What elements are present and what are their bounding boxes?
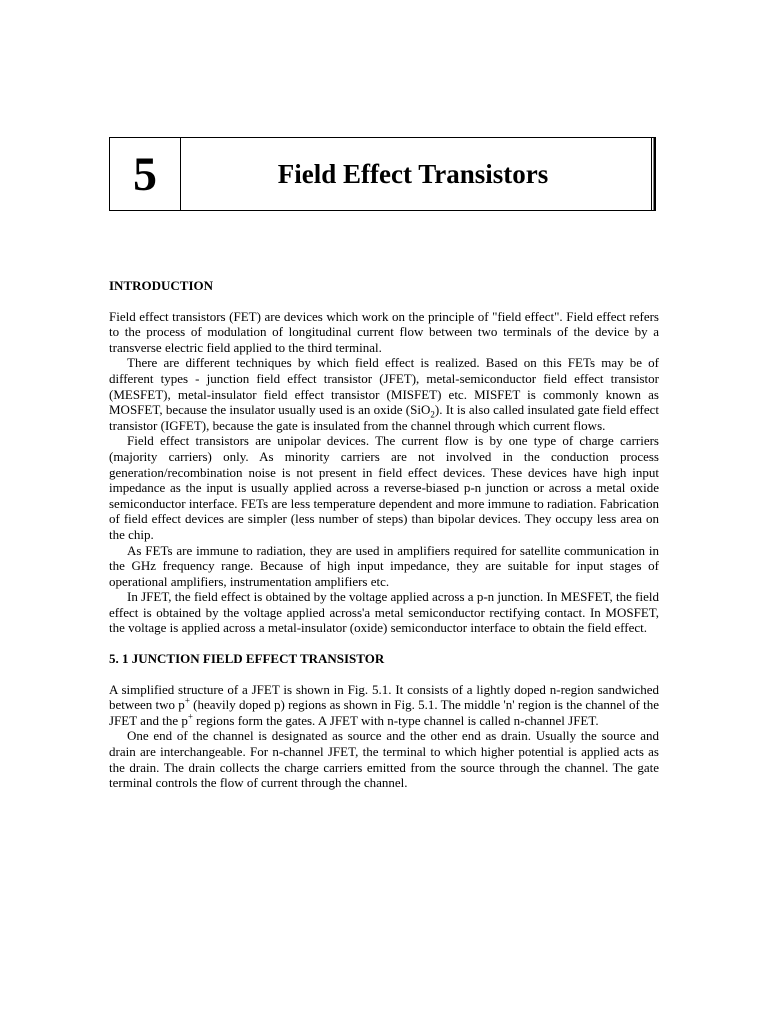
s51-p1-text-c: regions form the gates. A JFET with n-type channel is called n-channel JFET. bbox=[192, 712, 599, 728]
s51-p1-text-a: A simplified structure of a JFET is shown in Fig. 5.1. It consists of a lightly doped n-region sandwiched between two p bbox=[109, 681, 659, 713]
intro-heading: INTRODUCTION bbox=[109, 278, 214, 293]
intro-paragraph-4: As FETs are immune to radiation, they are used in amplifiers required for satellite communication in the GHz frequency range. Because of high input impedance, they are suitable for input stages of operational amplifiers, instrumentation amplifiers etc. bbox=[109, 542, 659, 589]
intro-paragraph-5: In JFET, the field effect is obtained by the voltage applied across a p-n junction. In MESFET, the field effect is obtained by the voltage applied across'a metal semiconductor rectifying contact. In MOSFET, the voltage is applied across a metal-insulator (oxide) semiconductor interface to obtain the field effect. bbox=[109, 589, 659, 636]
intro-paragraph-2 bbox=[109, 355, 659, 433]
superscript-plus: + bbox=[184, 695, 190, 706]
section-5-1-paragraph-2: One end of the channel is designated as source and the other end as drain. Usually the source and drain are interchangeable. For n-channel JFET, the terminal to which higher potential is applied acts as the drain. The drain collects the charge carriers emitted from the source through the channel. The gate terminal controls the flow of current through the channel. bbox=[109, 728, 659, 791]
subscript-2: 2 bbox=[430, 409, 435, 420]
intro-paragraph-3: Field effect transistors are unipolar devices. The current flow is by one type of charge carriers (majority carriers) only. As minority carriers are not involved in the conduction process generation/recombination noise is not present in field effect devices. These devices have high input impedance as the input is usually applied across a reverse-biased p-n junction or across a metal oxide semiconductor interface. FETs are less temperature dependent and more immune to radiation. Fabrication of field effect devices are simpler (less number of steps) than bipolar devices. They occupy less area on the chip. bbox=[109, 433, 659, 542]
chapter-number: 5 bbox=[110, 138, 181, 210]
intro-p2-text-a: There are different techniques by which field effect is realized. Based on this FETs may be of different types - junction field effect transistor (JFET), metal-semiconductor field effect transistor (MESFET), metal-insulator field effect transistor (MISFET) etc. MISFET is commonly known as MOSFET, because the insulator usually used is an oxide (SiO bbox=[109, 355, 659, 418]
intro-paragraph-1: Field effect transistors (FET) are devices which work on the principle of "field effect". Field effect refers to the process of modulation of longitudinal current flow between two terminals of the device by a transverse electric field applied to the third terminal. bbox=[109, 308, 659, 355]
section-5-1-paragraph-1 bbox=[109, 682, 659, 729]
intro-p2-text-b: ). It is also called insulated gate field effect transistor (IGFET), because the gate is insulated from the channel through which current flows. bbox=[109, 402, 659, 433]
chapter-header-box bbox=[109, 137, 656, 211]
section-5-1-heading: 5. 1 JUNCTION FIELD EFFECT TRANSISTOR bbox=[109, 651, 385, 667]
s51-p1-text-b: (heavily doped p) regions as shown in Fig. 5.1. The middle 'n' region is the channel of the JFET and the p bbox=[109, 697, 659, 728]
chapter-title: Field Effect Transistors bbox=[277, 158, 549, 189]
superscript-plus-2: + bbox=[187, 711, 193, 722]
document-body bbox=[109, 278, 659, 791]
